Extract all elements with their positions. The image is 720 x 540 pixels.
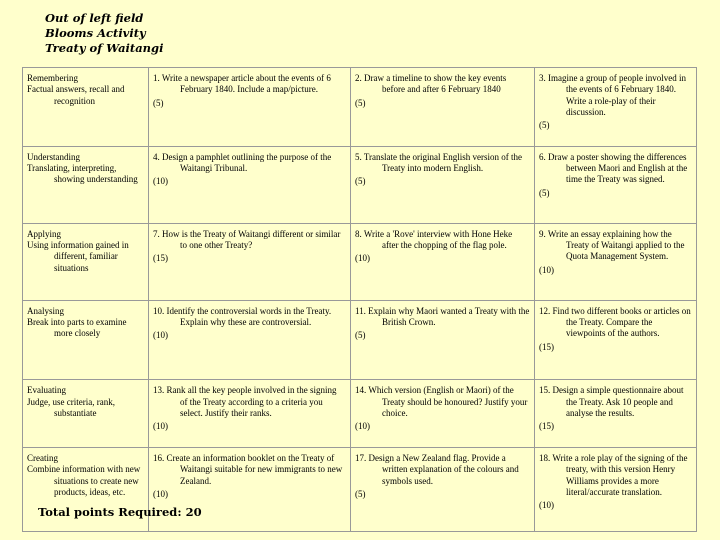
- task-cell: [535, 146, 697, 223]
- task-text: 11. Explain why Maori wanted a Treaty with the British Crown.: [355, 305, 530, 328]
- level-description: Using information gained in different, familiar situations: [27, 240, 129, 273]
- task-text: 10. Identify the controversial words in the Treaty. Explain why these are controversial.: [153, 305, 332, 328]
- task-text: 8. Write a 'Rove' interview with Hone Heke after the chopping of the flag pole.: [355, 228, 513, 251]
- task-points: (10): [355, 421, 370, 432]
- task-points: (5): [355, 97, 366, 108]
- task-points: (5): [355, 330, 366, 341]
- table-row: [23, 223, 697, 300]
- task-points: (5): [539, 187, 550, 198]
- task-points: (10): [355, 253, 370, 264]
- task-points: (10): [153, 330, 168, 341]
- level-description: Factual answers, recall and recognition: [27, 84, 125, 106]
- task-text: 16. Create an information booklet on the Treaty of Waitangi suitable for new immigrants to new Zealand.: [153, 452, 343, 486]
- table-row: [23, 146, 697, 223]
- level-cell: [23, 380, 149, 448]
- task-cell: [351, 300, 535, 379]
- level-description: Combine information with new situations to create new products, ideas, etc.: [27, 464, 141, 497]
- level-title: Creating: [27, 452, 58, 463]
- task-points: (10): [539, 264, 554, 275]
- level-title: Evaluating: [27, 385, 66, 396]
- level-title: Understanding: [27, 151, 80, 162]
- task-cell: [149, 300, 351, 379]
- task-points: (5): [355, 488, 366, 499]
- task-cell: [149, 146, 351, 223]
- task-text: 6. Draw a poster showing the differences between Maori and English at the time the Treaty was signed.: [539, 151, 688, 185]
- task-text: 17. Design a New Zealand flag. Provide a written explanation of the colours and symbols used.: [355, 452, 519, 486]
- task-points: (15): [539, 341, 554, 352]
- level-cell: [23, 68, 149, 147]
- level-cell: [23, 146, 149, 223]
- task-points: (15): [153, 253, 168, 264]
- task-text: 12. Find two different books or articles on the Treaty. Compare the viewpoints of the authors.: [539, 305, 691, 339]
- task-points: (10): [539, 500, 554, 511]
- task-cell: [149, 68, 351, 147]
- header-subtitle: Out of left field: [45, 11, 144, 25]
- task-text: 1. Write a newspaper article about the events of 6 February 1840. Include a map/picture.: [153, 73, 331, 95]
- level-cell: [23, 223, 149, 300]
- task-text: 15. Design a simple questionnaire about the Treaty. Ask 10 people and analyse the results.: [539, 385, 684, 418]
- task-text: 3. Imagine a group of people involved in the events of 6 February 1840. Write a role-play of their discussion.: [539, 73, 686, 117]
- task-cell: [351, 68, 535, 147]
- level-description: Break into parts to examine more closely: [27, 317, 127, 339]
- total-points-value: 20: [185, 505, 202, 519]
- task-text: 2. Draw a timeline to show the key events before and after 6 February 1840: [355, 73, 507, 95]
- header-topic-title: Treaty of Waitangi: [45, 41, 164, 55]
- task-cell: [351, 223, 535, 300]
- level-cell: [23, 300, 149, 379]
- task-points: (10): [153, 421, 168, 432]
- task-cell: [351, 447, 535, 531]
- table-row: [23, 380, 697, 448]
- task-points: (10): [153, 176, 168, 187]
- page-header: [45, 11, 163, 56]
- task-cell: [351, 380, 535, 448]
- task-text: 4. Design a pamphlet outlining the purpose of the Waitangi Tribunal.: [153, 151, 332, 174]
- task-cell: [351, 146, 535, 223]
- level-description: Judge, use criteria, rank, substantiate: [27, 396, 115, 418]
- task-cell: [535, 68, 697, 147]
- task-text: 14. Which version (English or Maori) of the Treaty should be honoured? Justify your choice.: [355, 385, 528, 418]
- level-title: Applying: [27, 228, 62, 239]
- task-cell: [535, 380, 697, 448]
- task-points: (15): [539, 421, 554, 432]
- task-points: (5): [355, 176, 366, 187]
- task-points: (10): [153, 488, 168, 499]
- task-cell: [535, 300, 697, 379]
- task-points: (5): [153, 97, 164, 108]
- table-row: [23, 300, 697, 379]
- level-description: Translating, interpreting, showing understanding: [27, 163, 138, 185]
- header-activity-title: Blooms Activity: [45, 26, 146, 40]
- task-cell: [149, 380, 351, 448]
- task-text: 5. Translate the original English version of the Treaty into modern English.: [355, 151, 522, 174]
- total-points: [38, 505, 202, 519]
- task-cell: [149, 223, 351, 300]
- task-cell: [535, 223, 697, 300]
- task-text: 18. Write a role play of the signing of the treaty, with this version Henry Williams provides a more literal/accurate translation.: [539, 452, 688, 497]
- blooms-activity-table: [22, 67, 697, 532]
- task-text: 7. How is the Treaty of Waitangi different or similar to one other Treaty?: [153, 228, 341, 251]
- task-cell: [535, 447, 697, 531]
- task-text: 13. Rank all the key people involved in the signing of the Treaty according to a criteria you select. Justify their ranks.: [153, 385, 337, 418]
- task-text: 9. Write an essay explaining how the Treaty of Waitangi applied to the Quota Management System.: [539, 228, 685, 262]
- level-title: Remembering: [27, 73, 78, 83]
- level-title: Analysing: [27, 305, 64, 316]
- task-points: (5): [539, 120, 550, 131]
- total-points-label: Total points Required:: [38, 505, 182, 519]
- table-row: [23, 68, 697, 147]
